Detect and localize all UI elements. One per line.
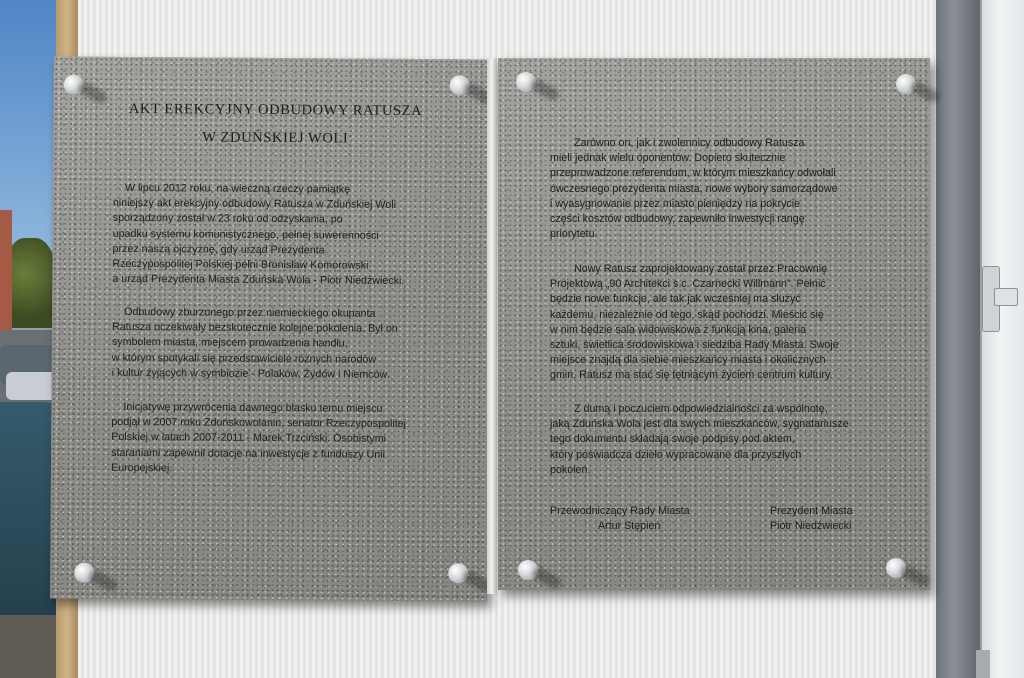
plaque-left-panel bbox=[50, 56, 491, 601]
center-seam bbox=[487, 58, 497, 594]
left-paragraph-3: Inicjatywę przywrócenia dawnego blasku temu miejscu podjął w 2007 roku Zduńskowolanin, senator Rzeczypospolitej Polskiej w latach 2007-2011 - Marek Trzciński. Osobistymi staraniami zapewnił dotacje na inwestycje z funduszy Unii Europejskiej. bbox=[110, 400, 407, 475]
right-paragraph-1: Zarówno on, jak i zwolennicy odbudowy Ratusza mieli jednak wielu oponentów. Dopiero skutecznie przeprowadzone referendum, w którym mieszkańcy odwołali ówczesnego prezydenta miasta, nowe wybory samorządowe i wyasygnowanie przez miasto pieniędzy na pokrycie części kosztów odbudowy, zapewniło inwestycji rangę priorytetu. bbox=[550, 137, 838, 241]
door-hinge-icon bbox=[982, 266, 1016, 330]
left-paragraph-1: W lipcu 2012 roku, na wieczną rzeczy pamiątkę niniejszy akt erekcyjny odbudowy Ratusza w Zduńskiej Woli sporządzony został w 23 roku od odzyskania, po upadku systemu komunistycznego, pełnej suwerenności przez naszą ojczyznę, gdy urząd Prezydenta Rzeczypospolitej Polskiej pełni Bronisław Komorowski a urząd Prezydenta Miasta Zduńska Wola - Piotr Niedźwiecki. bbox=[112, 181, 405, 288]
bolt-icon bbox=[450, 75, 470, 95]
parked-car-white bbox=[6, 372, 58, 400]
signature-right-role: Prezydent Miasta bbox=[770, 505, 853, 517]
left-paragraph-2: Odbudowy zburzonego przez niemieckiego okupanta Ratusza oczekiwały bezskutecznie kolejne pokolenia. Był on symbolem miasta, miejscem prowadzenia handlu, w którym spotykali się przedstawiciele różnych narodów i kultur żyjących w symbiozie - Polaków, Żydów i Niemców. bbox=[111, 305, 398, 381]
plaque-title: AKT EREKCYJNY ODBUDOWY RATUSZA bbox=[128, 101, 423, 120]
signature-left-name: Artur Stępień bbox=[598, 520, 661, 532]
plaque-subtitle: W ZDUŃSKIEJ WOLI bbox=[202, 129, 349, 147]
bolt-icon bbox=[896, 74, 916, 94]
door-frame bbox=[936, 0, 980, 678]
door-latch bbox=[976, 650, 990, 678]
brick-building bbox=[0, 210, 12, 350]
bolt-icon bbox=[516, 72, 536, 92]
door bbox=[980, 0, 1024, 678]
bolt-icon bbox=[64, 75, 84, 95]
bolt-icon bbox=[518, 560, 538, 580]
signature-left-role: Przewodniczący Rady Miasta bbox=[550, 505, 690, 517]
right-paragraph-3: Z dumą i poczuciem odpowiedzialności za wspólnotę, jaką Zduńska Wola jest dla swych mieszkańców, sygnatariusze tego dokumentu składają swoje podpisy pod aktem, który poświadcza dzieło wypracowane dla przyszłych pokoleń. bbox=[550, 403, 849, 476]
bolt-icon bbox=[886, 558, 906, 578]
bolt-icon bbox=[74, 563, 94, 583]
right-paragraph-2: Nowy Ratusz zaprojektowany został przez Pracownię Projektową „90 Architekci s.c. Czarnecki Willmann”. Pełnić będzie nowe funkcje, ale tak jak wcześniej ma służyć każdemu, niezależnie od tego, skąd pochodzi. Mieścić się w nim będzie sala widowiskowa z funkcją kina, galeria sztuki, świetlica środowiskowa i siedziba Rady Miasta. Swoje miejsce znajdą dla siebie mieszkańcy miasta i okolicznych gmin. Ratusz ma stać się tętniącym życiem centrum kultury. bbox=[550, 263, 839, 382]
bolt-icon bbox=[448, 563, 468, 583]
plaque-right-panel bbox=[498, 58, 930, 590]
signature-right-name: Piotr Niedźwiecki bbox=[770, 520, 852, 532]
